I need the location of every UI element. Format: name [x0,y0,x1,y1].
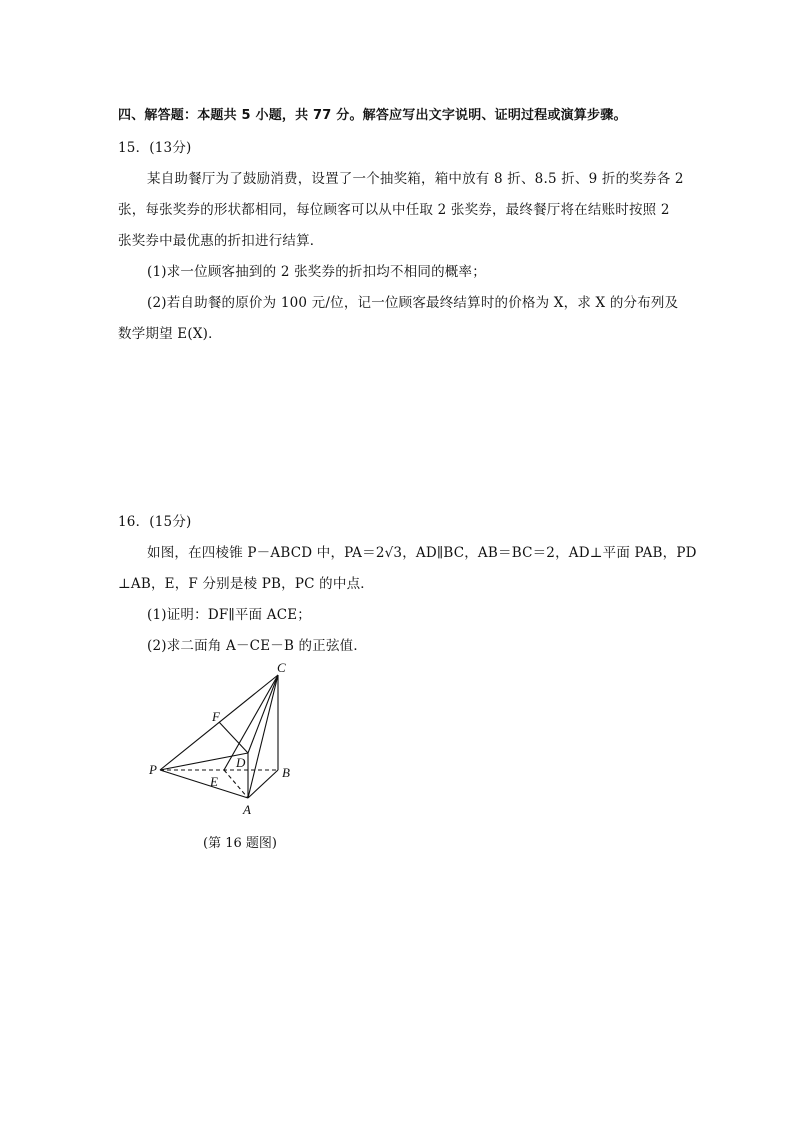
edge-AB [248,770,278,798]
label-F: F [212,709,220,724]
question-16-text-line-1: 如图，在四棱锥 P－ABCD 中，PA＝2√3，AD∥BC，AB＝BC＝2，AD⊥平面 PAB，PD [147,545,697,561]
question-15-part-1: (1)求一位顾客抽到的 2 张奖券的折扣均不相同的概率； [147,264,486,280]
question-15-text-line-1: 某自助餐厅为了鼓励消费，设置了一个抽奖箱，箱中放有 8 折、8.5 折、9 折的奖券各 2 [147,171,684,187]
pyramid-figure [140,655,310,820]
pyramid-diagram [140,655,310,820]
edge-PA [160,770,248,798]
label-B: B [282,765,290,780]
label-C: C [277,660,286,675]
question-15-text-line-3: 张奖券中最优惠的折扣进行结算． [118,233,324,249]
label-E: E [210,774,218,789]
question-16-part-2: (2)求二面角 A－CE－B 的正弦值． [147,638,368,654]
edge-PD [160,753,248,770]
label-P: P [149,762,157,777]
question-16-part-1: (1)证明：DF∥平面 ACE； [147,607,311,623]
label-D: D [236,755,246,770]
segment-EC [224,675,278,770]
question-16-text-line-2: ⊥AB，E，F 分别是棱 PB，PC 的中点． [118,576,374,592]
edge-AC [248,675,278,798]
label-A: A [243,802,251,817]
question-15-part-2-line-1: (2)若自助餐的原价为 100 元/位，记一位顾客最终结算时的价格为 X，求 X 的分布列及 [147,295,679,311]
question-15-part-2-line-2: 数学期望 E(X)． [118,326,222,342]
question-15-text-line-2: 张，每张奖券的形状都相同，每位顾客可以从中任取 2 张奖券，最终餐厅将在结账时按照 2 [118,202,670,218]
question-16-number: 16．(15分) [118,514,192,530]
segment-FD [219,722,248,753]
section-header: 四、解答题：本题共 5 小题，共 77 分。解答应写出文字说明、证明过程或演算步骤。 [118,108,627,123]
question-15-number: 15．(13分) [118,140,192,156]
figure-caption: (第 16 题图) [203,836,277,851]
